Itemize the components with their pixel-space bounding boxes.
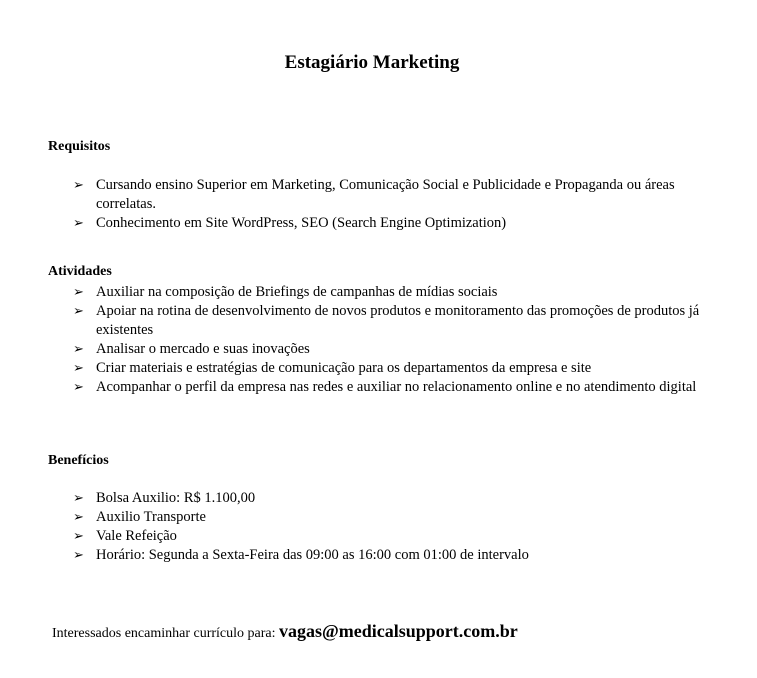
section-heading-beneficios: Benefícios xyxy=(48,453,109,468)
list-item-text: Conhecimento em Site WordPress, SEO (Search Engine Optimization) xyxy=(96,215,507,231)
list-item-text: Criar materiais e estratégias de comunicação para os departamentos da empresa e site xyxy=(96,360,592,376)
page-title: Estagiário Marketing xyxy=(284,52,460,73)
list-item-text: Cursando ensino Superior em Marketing, Comunicação Social e Publicidade e Propaganda ou áreas correlatas. xyxy=(96,177,675,212)
list-item xyxy=(0,378,701,397)
list-item-text: Vale Refeição xyxy=(96,528,177,544)
list-item-text: Horário: Segunda a Sexta-Feira das 09:00 as 16:00 com 01:00 de intervalo xyxy=(96,547,529,563)
arrow-bullet-icon: ➢ xyxy=(73,361,84,376)
list-item xyxy=(0,302,701,340)
arrow-bullet-icon: ➢ xyxy=(73,216,84,231)
requisitos-list xyxy=(0,176,700,233)
section-heading-requisitos: Requisitos xyxy=(48,139,111,154)
arrow-bullet-icon: ➢ xyxy=(73,529,84,544)
arrow-bullet-icon: ➢ xyxy=(73,285,84,300)
list-item-text: Analisar o mercado e suas inovações xyxy=(96,341,310,357)
beneficios-list xyxy=(0,489,701,565)
section-heading-atividades: Atividades xyxy=(48,264,112,279)
list-item-text: Bolsa Auxilio: R$ 1.100,00 xyxy=(96,490,256,506)
arrow-bullet-icon: ➢ xyxy=(73,304,84,319)
list-item-text: Apoiar na rotina de desenvolvimento de novos produtos e monitoramento das promoções de produtos já existentes xyxy=(96,303,700,338)
list-item xyxy=(0,546,701,565)
list-item xyxy=(0,508,701,527)
atividades-list xyxy=(0,283,701,397)
list-item xyxy=(0,176,706,214)
list-item xyxy=(0,340,701,359)
contact-line xyxy=(52,620,518,645)
list-item xyxy=(0,359,701,378)
arrow-bullet-icon: ➢ xyxy=(73,380,84,395)
arrow-bullet-icon: ➢ xyxy=(73,510,84,525)
arrow-bullet-icon: ➢ xyxy=(73,548,84,563)
contact-label: Interessados encaminhar currículo para: xyxy=(52,626,280,641)
arrow-bullet-icon: ➢ xyxy=(73,178,84,193)
list-item-text: Auxilio Transporte xyxy=(96,509,206,525)
list-item xyxy=(0,214,706,233)
list-item-text: Auxiliar na composição de Briefings de campanhas de mídias sociais xyxy=(96,284,498,300)
contact-email: vagas@medicalsupport.com.br xyxy=(279,621,518,641)
list-item xyxy=(0,527,701,546)
list-item xyxy=(0,489,701,508)
list-item-text: Acompanhar o perfil da empresa nas redes e auxiliar no relacionamento online e no atendimento digital xyxy=(96,379,697,395)
list-item xyxy=(0,283,701,302)
arrow-bullet-icon: ➢ xyxy=(73,491,84,506)
arrow-bullet-icon: ➢ xyxy=(73,342,84,357)
